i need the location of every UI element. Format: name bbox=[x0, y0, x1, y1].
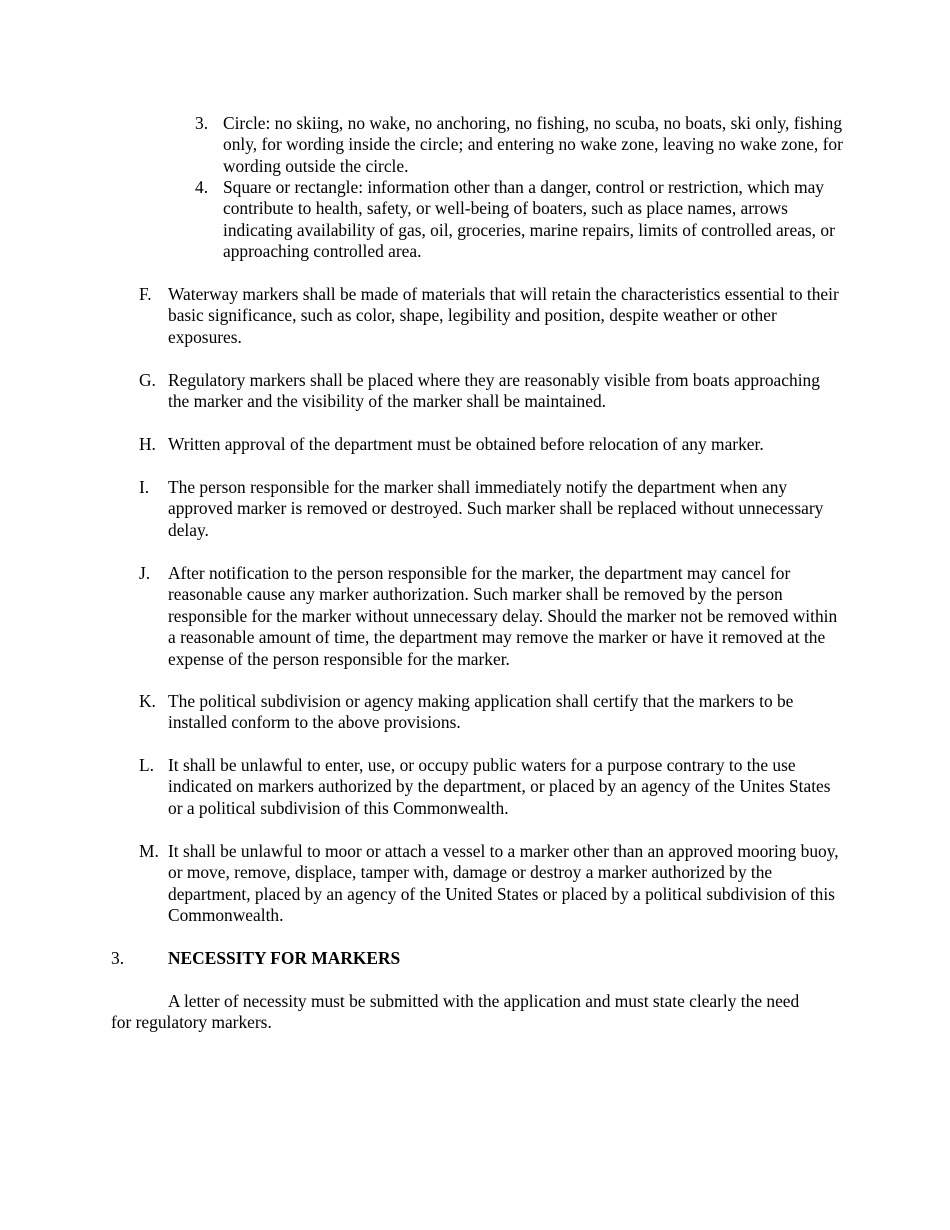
item-letter: M. bbox=[139, 841, 159, 861]
item-text: Written approval of the department must be obtained before relocation of any marker. bbox=[168, 434, 764, 454]
section-number: 3. bbox=[111, 948, 125, 968]
subitem-number: 4. bbox=[195, 177, 209, 197]
item-letter: G. bbox=[139, 370, 156, 390]
list-subitem-4 bbox=[195, 177, 845, 263]
list-item-k bbox=[139, 691, 844, 734]
subitem-number: 3. bbox=[195, 113, 209, 133]
list-subitem-3 bbox=[195, 113, 845, 177]
list-item-j bbox=[139, 563, 844, 670]
item-letter: I. bbox=[139, 477, 150, 497]
list-item-h bbox=[139, 434, 844, 455]
subitem-text: Square or rectangle: information other than a danger, control or restriction, which may contribute to health, safety, or well-being of boaters, such as place names, arrows indicating availability of gas, oil, groceries, marine repairs, limits of controlled areas, or approaching controlled area. bbox=[223, 177, 835, 262]
item-letter: F. bbox=[139, 284, 152, 304]
list-item-i bbox=[139, 477, 844, 541]
list-item-f bbox=[139, 284, 844, 348]
list-item-l bbox=[139, 755, 844, 819]
item-letter: J. bbox=[139, 563, 151, 583]
section-heading: NECESSITY FOR MARKERS bbox=[168, 948, 401, 968]
list-item-m bbox=[139, 841, 844, 927]
item-letter: K. bbox=[139, 691, 156, 711]
item-letter: L. bbox=[139, 755, 154, 775]
section-paragraph: A letter of necessity must be submitted with the application and must state clearly the need for regulatory markers. bbox=[111, 991, 800, 1033]
item-text: Regulatory markers shall be placed where they are reasonably visible from boats approaching the marker and the visibility of the marker shall be maintained. bbox=[168, 370, 820, 412]
item-letter: H. bbox=[139, 434, 156, 454]
item-text: It shall be unlawful to moor or attach a vessel to a marker other than an approved mooring buoy, or move, remove, displace, tamper with, damage or destroy a marker authorized by the department, placed by an agency of the United States or placed by a political subdivision of this Commonwealth. bbox=[168, 841, 839, 926]
item-text: The person responsible for the marker shall immediately notify the department when any approved marker is removed or destroyed. Such marker shall be replaced without unnecessary delay. bbox=[168, 477, 824, 540]
list-item-g bbox=[139, 370, 844, 413]
item-text: After notification to the person responsible for the marker, the department may cancel for reasonable cause any marker authorization. Such marker shall be removed by the person responsible for the marker without unnecessary delay. Should the marker not be removed within a reasonable amount of time, the department may remove the marker or have it removed at the expense of the person responsible for the marker. bbox=[168, 563, 838, 669]
item-text: The political subdivision or agency making application shall certify that the markers to be installed conform to the above provisions. bbox=[168, 691, 794, 733]
item-text: Waterway markers shall be made of materials that will retain the characteristics essential to their basic significance, such as color, shape, legibility and position, despite weather or other exposures. bbox=[168, 284, 839, 347]
subitem-text: Circle: no skiing, no wake, no anchoring, no fishing, no scuba, no boats, ski only, fishing only, for wording inside the circle; and entering no wake zone, leaving no wake zone, for wording outside the circle. bbox=[223, 113, 843, 176]
item-text: It shall be unlawful to enter, use, or occupy public waters for a purpose contrary to the use indicated on markers authorized by the department, or placed by an agency of the Unites States or a political subdivision of this Commonwealth. bbox=[168, 755, 831, 818]
